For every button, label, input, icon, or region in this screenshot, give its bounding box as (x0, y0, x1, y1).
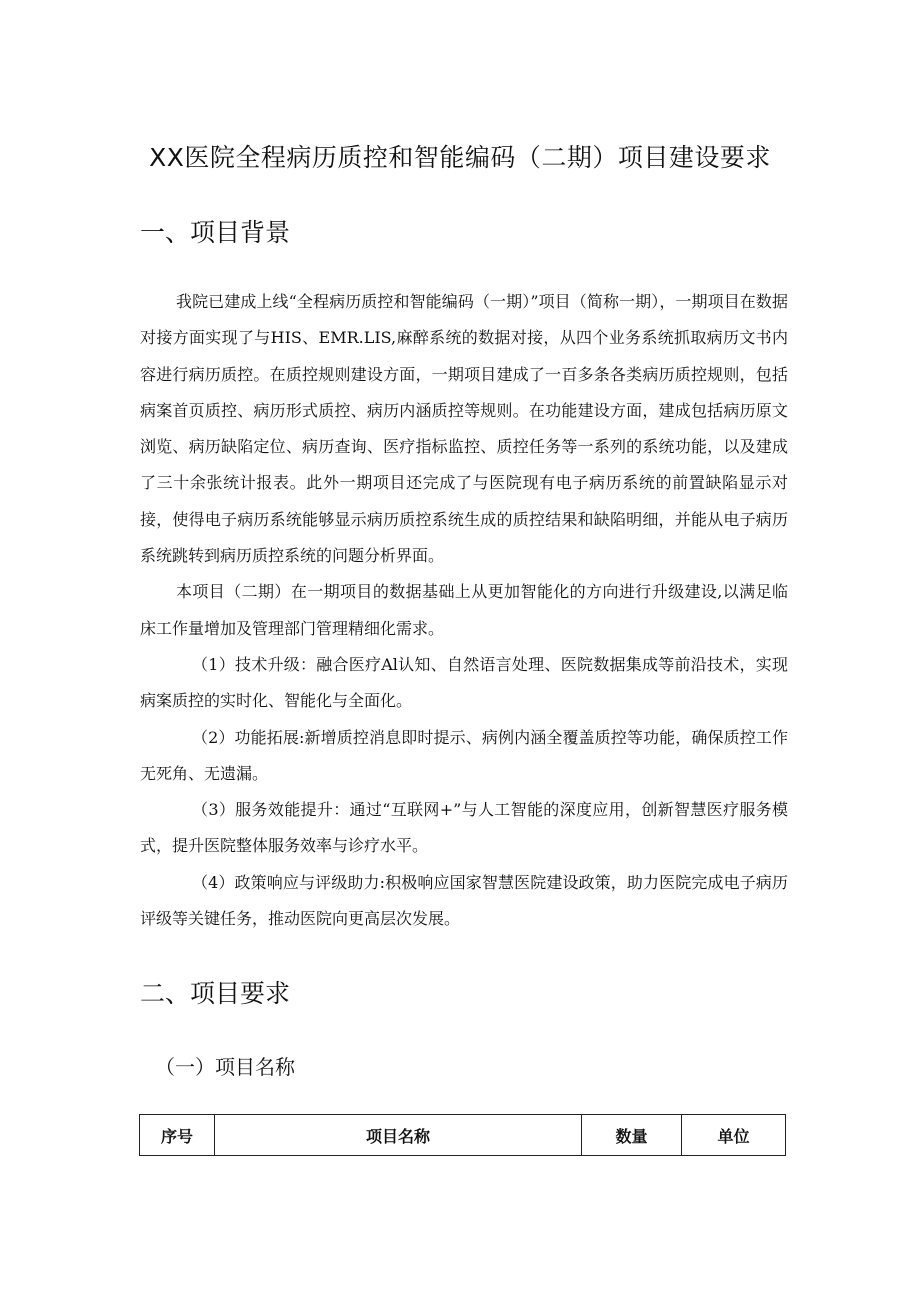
table-header-cell: 项目名称 (215, 1115, 582, 1156)
section-heading-background: 一、项目背景 (140, 218, 291, 247)
paragraph: 本项目（二期）在一期项目的数据基础上从更加智能化的方向进行升级建设,以满足临床工作量增加及管理部门管理精细化需求。 (140, 582, 788, 638)
list-item: （1）技术升级：融合医疗Al认知、自然语言处理、医院数据集成等前沿技术，实现病案质控的实时化、智能化与全面化。 (140, 654, 788, 711)
table-header-cell: 数量 (582, 1115, 682, 1156)
list-item: （4）政策响应与评级助力:积极响应国家智慧医院建设政策，助力医院完成电子病历评级等关键任务，推动医院向更高层次发展。 (140, 872, 788, 929)
project-table (139, 1114, 786, 1156)
list-item: （2）功能拓展:新增质控消息即时提示、病例内涵全覆盖质控等功能，确保质控工作无死角、无遗漏。 (140, 727, 788, 783)
list-item: （3）服务效能提升：通过“互联网+”与人工智能的深度应用，创新智慧医疗服务模式，提升医院整体服务效率与诊疗水平。 (140, 800, 788, 856)
document-title: XX医院全程病历质控和智能编码（二期）项目建设要求 (149, 143, 771, 172)
table-header-cell: 序号 (140, 1115, 215, 1156)
section-heading-requirements: 二、项目要求 (140, 979, 291, 1008)
table-header-row (140, 1115, 786, 1156)
paragraph: 我院已建成上线“全程病历质控和智能编码（一期）”项目（简称一期），一期项目在数据对接方面实现了与HIS、EMR.LIS,麻醉系统的数据对接，从四个业务系统抓取病历文书内容进行病历质控。在质控规则建设方面，一期项目建成了一百多条各类病历质控规则，包括病案首页质控、病历形式质控、病历内涵质控等规则。在功能建设方面，建成包括病历原文浏览、病历缺陷定位、病历查询、医疗指标监控、质控任务等一系列的系统功能，以及建成了三十余张统计报表。此外一期项目还完成了与医院现有电子病历系统的前置缺陷显示对接，使得电子病历系统能够显示病历质控系统生成的质控结果和缺陷明细，并能从电子病历系统跳转到病历质控系统的问题分析界面。 (140, 292, 788, 566)
section-body-background (140, 284, 788, 937)
table-header-cell: 单位 (682, 1115, 786, 1156)
subsection-heading-project-name: （一）项目名称 (155, 1055, 295, 1079)
